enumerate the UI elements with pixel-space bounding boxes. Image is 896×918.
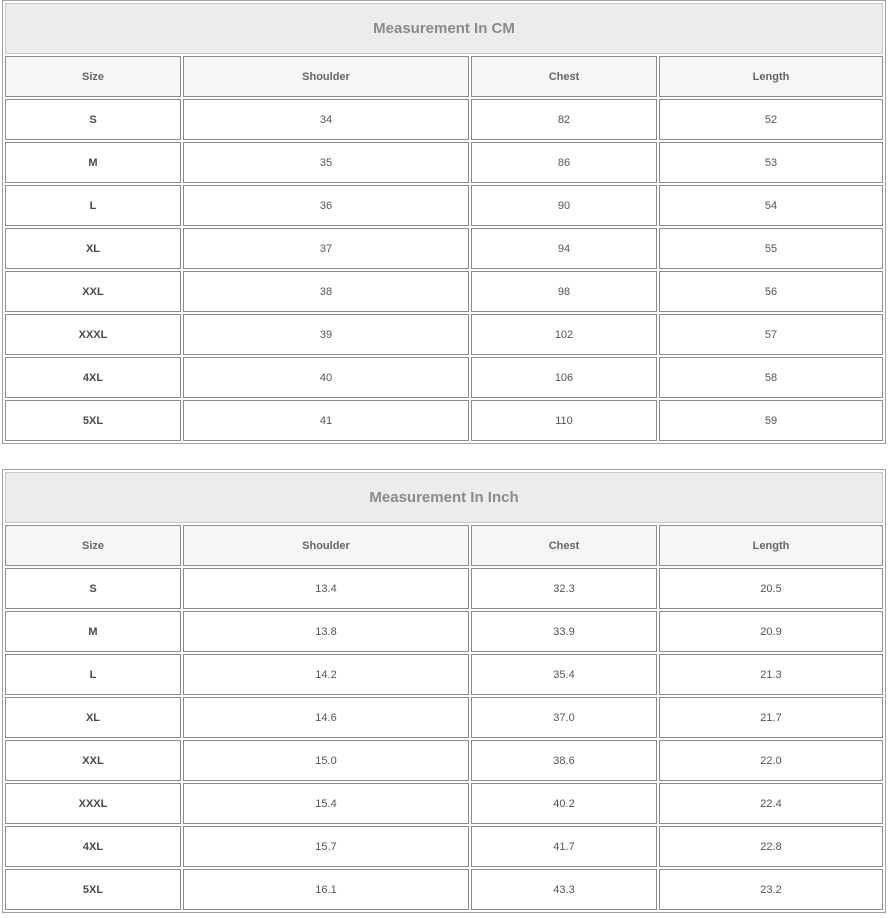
size-cell: 5XL [5, 400, 181, 441]
length-cell: 20.9 [659, 611, 883, 652]
chest-cell: 38.6 [471, 740, 657, 781]
length-cell: 21.7 [659, 697, 883, 738]
table-row [5, 568, 883, 609]
shoulder-cell: 38 [183, 271, 469, 312]
length-cell: 22.4 [659, 783, 883, 824]
column-header-size: Size [5, 56, 181, 97]
size-cell: XXL [5, 271, 181, 312]
chest-cell: 40.2 [471, 783, 657, 824]
column-header-length: Length [659, 525, 883, 566]
table-header-row [5, 56, 883, 97]
size-cell: 4XL [5, 357, 181, 398]
length-cell: 20.5 [659, 568, 883, 609]
size-cell: S [5, 568, 181, 609]
chest-cell: 86 [471, 142, 657, 183]
table-row [5, 697, 883, 738]
length-cell: 57 [659, 314, 883, 355]
table-row [5, 654, 883, 695]
shoulder-cell: 15.7 [183, 826, 469, 867]
table-row [5, 228, 883, 269]
size-cell: L [5, 654, 181, 695]
size-cell: XL [5, 697, 181, 738]
chest-cell: 98 [471, 271, 657, 312]
size-chart-cm-table [2, 0, 886, 444]
table-title: Measurement In CM [5, 3, 883, 54]
chest-cell: 43.3 [471, 869, 657, 910]
shoulder-cell: 39 [183, 314, 469, 355]
chest-cell: 110 [471, 400, 657, 441]
table-title-row [5, 3, 883, 54]
column-header-size: Size [5, 525, 181, 566]
size-cell: XXXL [5, 314, 181, 355]
chest-cell: 82 [471, 99, 657, 140]
length-cell: 22.8 [659, 826, 883, 867]
size-cell: L [5, 185, 181, 226]
shoulder-cell: 37 [183, 228, 469, 269]
shoulder-cell: 34 [183, 99, 469, 140]
size-cell: 4XL [5, 826, 181, 867]
size-cell: XXXL [5, 783, 181, 824]
table-row [5, 611, 883, 652]
size-chart-inch-table [2, 469, 886, 913]
table-row [5, 142, 883, 183]
table-row [5, 357, 883, 398]
shoulder-cell: 14.6 [183, 697, 469, 738]
shoulder-cell: 15.4 [183, 783, 469, 824]
table-title-row [5, 472, 883, 523]
table-row [5, 740, 883, 781]
chest-cell: 102 [471, 314, 657, 355]
length-cell: 58 [659, 357, 883, 398]
table-row [5, 869, 883, 910]
shoulder-cell: 15.0 [183, 740, 469, 781]
shoulder-cell: 36 [183, 185, 469, 226]
length-cell: 59 [659, 400, 883, 441]
table-row [5, 314, 883, 355]
size-cell: 5XL [5, 869, 181, 910]
shoulder-cell: 13.4 [183, 568, 469, 609]
size-cell: M [5, 611, 181, 652]
shoulder-cell: 14.2 [183, 654, 469, 695]
column-header-length: Length [659, 56, 883, 97]
size-cell: M [5, 142, 181, 183]
table-title: Measurement In Inch [5, 472, 883, 523]
size-cell: S [5, 99, 181, 140]
shoulder-cell: 35 [183, 142, 469, 183]
length-cell: 22.0 [659, 740, 883, 781]
size-cell: XL [5, 228, 181, 269]
length-cell: 23.2 [659, 869, 883, 910]
chest-cell: 32.3 [471, 568, 657, 609]
chest-cell: 33.9 [471, 611, 657, 652]
chest-cell: 90 [471, 185, 657, 226]
chest-cell: 41.7 [471, 826, 657, 867]
chest-cell: 94 [471, 228, 657, 269]
chest-cell: 37.0 [471, 697, 657, 738]
column-header-chest: Chest [471, 525, 657, 566]
shoulder-cell: 16.1 [183, 869, 469, 910]
length-cell: 52 [659, 99, 883, 140]
table-header-row [5, 525, 883, 566]
table-row [5, 400, 883, 441]
table-row [5, 99, 883, 140]
column-header-chest: Chest [471, 56, 657, 97]
shoulder-cell: 40 [183, 357, 469, 398]
chest-cell: 35.4 [471, 654, 657, 695]
table-row [5, 783, 883, 824]
chest-cell: 106 [471, 357, 657, 398]
shoulder-cell: 13.8 [183, 611, 469, 652]
table-row [5, 185, 883, 226]
shoulder-cell: 41 [183, 400, 469, 441]
column-header-shoulder: Shoulder [183, 525, 469, 566]
length-cell: 21.3 [659, 654, 883, 695]
column-header-shoulder: Shoulder [183, 56, 469, 97]
length-cell: 53 [659, 142, 883, 183]
length-cell: 55 [659, 228, 883, 269]
size-cell: XXL [5, 740, 181, 781]
table-row [5, 271, 883, 312]
table-row [5, 826, 883, 867]
length-cell: 54 [659, 185, 883, 226]
length-cell: 56 [659, 271, 883, 312]
